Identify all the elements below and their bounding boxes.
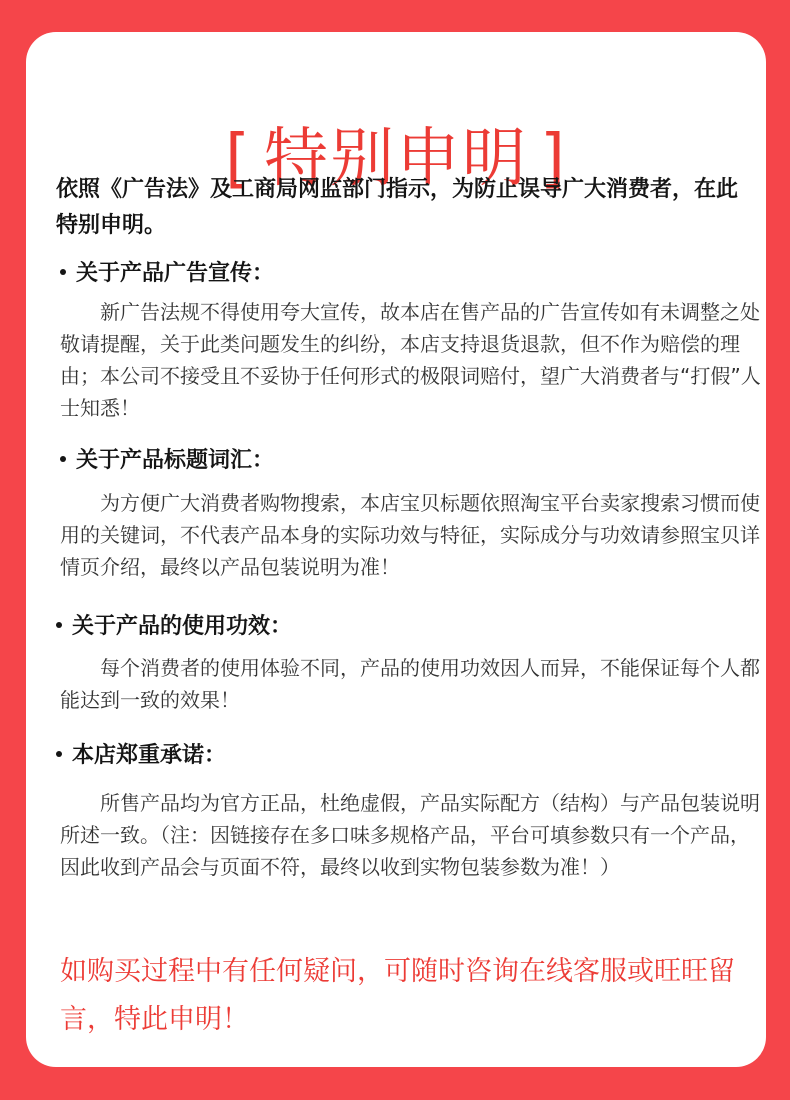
section-heading-efficacy bbox=[56, 612, 292, 642]
section-heading-label: 本店郑重承诺： bbox=[72, 743, 227, 768]
intro-text: 依照《广告法》及工商局网监部门指示，为防止误导广大消费者，在此特别申明。 bbox=[56, 177, 739, 238]
section-heading-label: 关于产品的使用功效： bbox=[72, 614, 293, 639]
section-heading-advertising bbox=[60, 259, 274, 289]
section-body-promise: 所售产品均为官方正品，杜绝虚假，产品实际配方（结构）与产品包装说明所述一致。（注：因链接存在多口味多规格产品，平台可填参数只有一个产品，因此收到产品会与页面不符，最终以收到实物包装参数为准！） bbox=[60, 791, 760, 879]
section-heading-promise bbox=[56, 741, 226, 771]
closing-statement: 如购买过程中有任何疑问，可随时咨询在线客服或旺旺留言，特此申明！ bbox=[60, 956, 735, 1035]
section-heading-label: 关于产品广告宣传： bbox=[76, 261, 275, 286]
section-heading-label: 关于产品标题词汇： bbox=[76, 448, 275, 473]
bullet-icon bbox=[60, 269, 66, 275]
section-body-title-terms: 为方便广大消费者购物搜索，本店宝贝标题依照淘宝平台卖家搜索习惯而使用的关键词，不代表产品本身的实际功效与特征，实际成分与功效请参照宝贝详情页介绍，最终以产品包装说明为准！ bbox=[60, 491, 760, 579]
bullet-icon bbox=[60, 456, 66, 462]
bullet-icon bbox=[56, 751, 62, 757]
section-body-efficacy: 每个消费者的使用体验不同，产品的使用功效因人而异，不能保证每个人都能达到一致的效果！ bbox=[60, 656, 760, 712]
section-body-advertising: 新广告法规不得使用夸大宣传，故本店在售产品的广告宣传如有未调整之处敬请提醒，关于此类问题发生的纠纷，本店支持退货退款，但不作为赔偿的理由；本公司不接受且不妥协于任何形式的极限词赔付，望广大消费者与“打假”人士知悉！ bbox=[60, 300, 761, 420]
title-bracket-left: [ bbox=[225, 121, 252, 196]
title-text: 特别申明 bbox=[264, 121, 528, 196]
title-bracket-right: ] bbox=[540, 121, 567, 196]
bullet-icon bbox=[56, 622, 62, 628]
section-heading-title-terms bbox=[60, 446, 274, 476]
statement-card bbox=[26, 32, 766, 1067]
